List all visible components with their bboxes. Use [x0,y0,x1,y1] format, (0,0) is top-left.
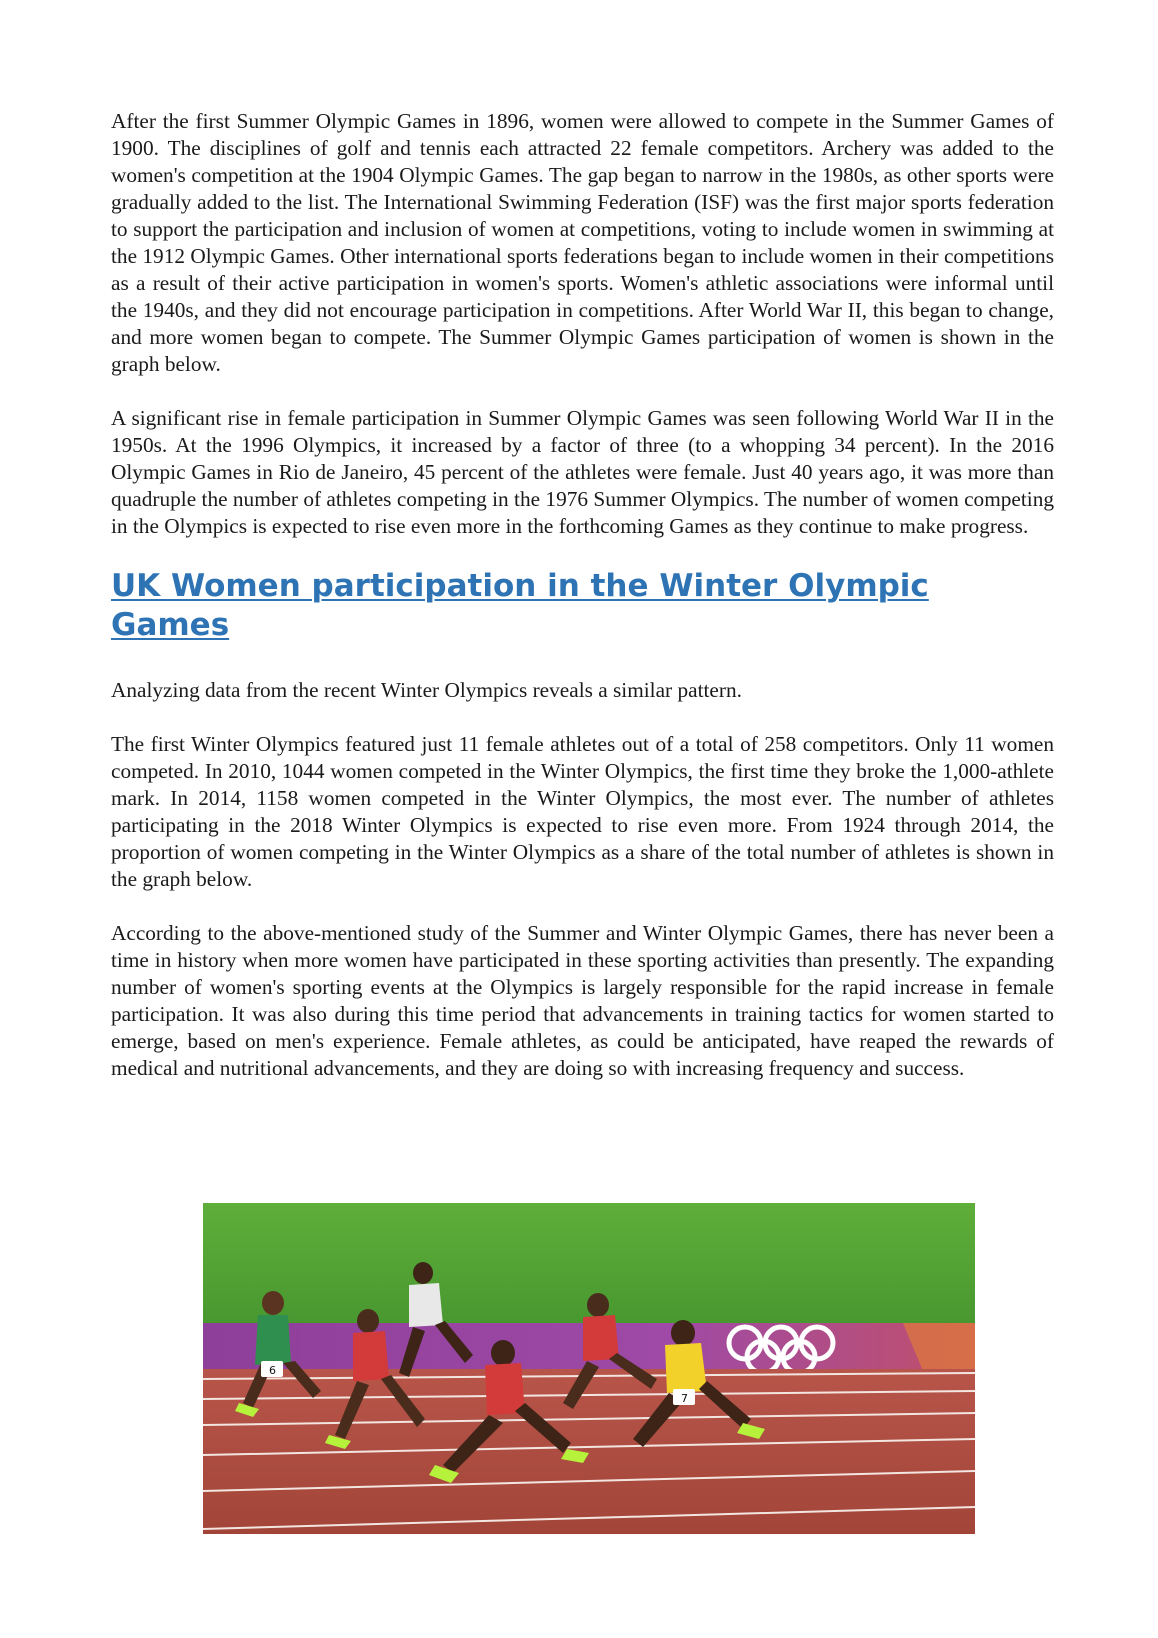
paragraph-summer-history: After the first Summer Olympic Games in 1896, women were allowed to compete in the Summer Games of 1900. The disciplines of golf and tennis each attracted 22 female competitors. Archery was added to the women's competition at the 1904 Olympic Games. The gap began to narrow in the 1980s, as other sports were gradually added to the list. The International Swimming Federation (ISF) was the first major sports federation to support the participation and inclusion of women at competitions, voting to include women in swimming at the 1912 Olympic Games. Other international sports federations began to include women in their competitions as a result of their active participation in women's sports. Women's athletic associations were informal until the 1940s, and they did not encourage participation in competitions. After World War II, this began to change, and more women began to compete. The Summer Olympic Games participation of women is shown in the graph below. [111,109,1054,376]
document-body [111,108,1054,1109]
bib-number-7: 7 [681,1392,688,1405]
sprint-race-photo [203,1203,975,1534]
sprint-race-illustration [203,1203,975,1534]
section-heading-winter: UK Women participation in the Winter Olympic Games [111,568,929,643]
paragraph-conclusion: According to the above-mentioned study of the Summer and Winter Olympic Games, there has never been a time in history when more women have participated in these sporting activities than presently. The expanding number of women's sporting events at the Olympics is largely responsible for the rapid increase in female participation. It was also during this time period that advancements in training tactics for women started to emerge, based on men's experience. Female athletes, as could be anticipated, have reaped the rewards of medical and nutritional advancements, and they are doing so with increasing frequency and success. [111,921,1054,1080]
paragraph-summer-rise: A significant rise in female participation in Summer Olympic Games was seen following World War II in the 1950s. At the 1996 Olympics, it increased by a factor of three (to a whopping 34 percent). In the 2016 Olympic Games in Rio de Janeiro, 45 percent of the athletes were female. Just 40 years ago, it was more than quadruple the number of athletes competing in the 1976 Summer Olympics. The number of women competing in the Olympics is expected to rise even more in the forthcoming Games as they continue to make progress. [111,406,1054,538]
paragraph-winter-intro: Analyzing data from the recent Winter Olympics reveals a similar pattern. [111,678,742,702]
bib-number-6: 6 [269,1364,276,1377]
running-track [203,1369,975,1534]
paragraph-winter-data: The first Winter Olympics featured just 11 female athletes out of a total of 258 competitors. Only 11 women competed. In 2010, 1044 women competed in the Winter Olympics, the first time they broke the 1,000-athlete mark. In 2014, 1158 women competed in the Winter Olympics, the most ever. The number of athletes participating in the 2018 Winter Olympics is expected to rise even more. From 1924 through 2014, the proportion of women competing in the Winter Olympics as a share of the total number of athletes is shown in the graph below. [111,732,1054,891]
